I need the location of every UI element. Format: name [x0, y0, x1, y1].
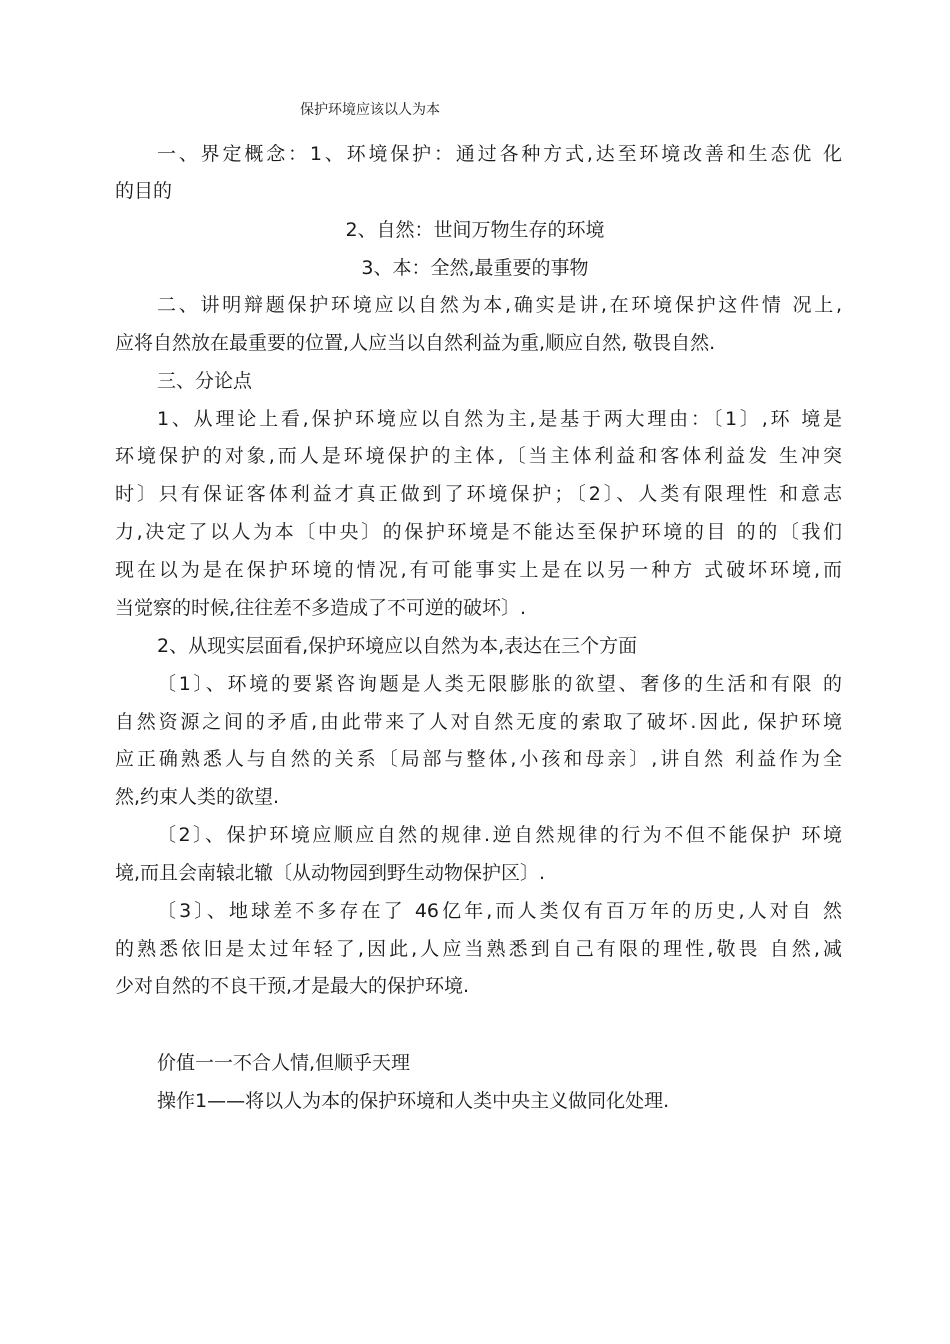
section-heading: 三、分论点 — [157, 370, 253, 392]
paragraph-line: 二、讲明辩题保护环境应以自然为本,确实是讲,在环境保护这件情 况上, — [157, 294, 842, 316]
paragraph-line: 环境保护的对象,而人是环境保护的主体,〔当主体利益和客体利益发 生冲突 — [115, 445, 842, 467]
paragraph-line: 的熟悉依旧是太过年轻了,因此,人应当熟悉到自己有限的理性,敬畏 自然,减 — [115, 938, 842, 960]
note-line: 操作1——将以人为本的保护环境和人类中央主义做同化处理. — [157, 1090, 670, 1112]
document-title: 保护环境应该以人为本 — [300, 102, 440, 118]
paragraph-line: 自然资源之间的矛盾,由此带来了人对自然无度的索取了破坏.因此, 保护环境 — [115, 711, 842, 733]
paragraph-line: 现在以为是在保护环境的情况,有可能事实上是在以另一种方 式破坏环境,而 — [115, 559, 842, 581]
paragraph-line: 〔1〕、环境的要紧咨询题是人类无限膨胀的欲望、奢侈的生活和有限 的 — [157, 673, 842, 695]
paragraph-line: 1、从理论上看,保护环境应以自然为主,是基于两大理由：〔1〕,环 境是 — [157, 408, 842, 430]
paragraph-line: 2、从现实层面看,保护环境应以自然为本,表达在三个方面 — [157, 635, 638, 657]
paragraph-line: 一、界定概念：1、环境保护：通过各种方式,达至环境改善和生态优 化 — [157, 143, 842, 165]
paragraph-line: 〔3〕、地球差不多存在了 46亿年,而人类仅有百万年的历史,人对自 然 — [157, 900, 842, 922]
definition-line: 3、本：全然,最重要的事物 — [361, 257, 589, 279]
paragraph-line: 〔2〕、保护环境应顺应自然的规律.逆自然规律的行为不但不能保护 环境 — [157, 824, 842, 846]
paragraph-line: 应将自然放在最重要的位置,人应当以自然利益为重,顺应自然, 敬畏自然. — [115, 332, 716, 354]
paragraph-line: 当觉察的时候,往往差不多造成了不可逆的破坏〕. — [115, 597, 527, 619]
definition-line: 2、自然：世间万物生存的环境 — [345, 219, 605, 241]
paragraph-line: 境,而且会南辕北辙〔从动物园到野生动物保护区〕. — [115, 862, 546, 884]
paragraph-line: 少对自然的不良干预,才是最大的保护环境. — [115, 975, 470, 997]
note-line: 价值一一不合人情,但顺乎天理 — [157, 1052, 411, 1074]
paragraph-line: 时〕只有保证客体利益才真正做到了环境保护；〔2〕、人类有限理性 和意志 — [115, 483, 842, 505]
paragraph-line: 的目的 — [115, 180, 173, 202]
paragraph-line: 应正确熟悉人与自然的关系〔局部与整体,小孩和母亲〕,讲自然 利益作为全 — [115, 748, 842, 770]
paragraph-line: 然,约束人类的欲望. — [115, 786, 280, 808]
paragraph-line: 力,决定了以人为本〔中央〕的保护环境是不能达至保护环境的目 的的〔我们 — [115, 521, 842, 543]
